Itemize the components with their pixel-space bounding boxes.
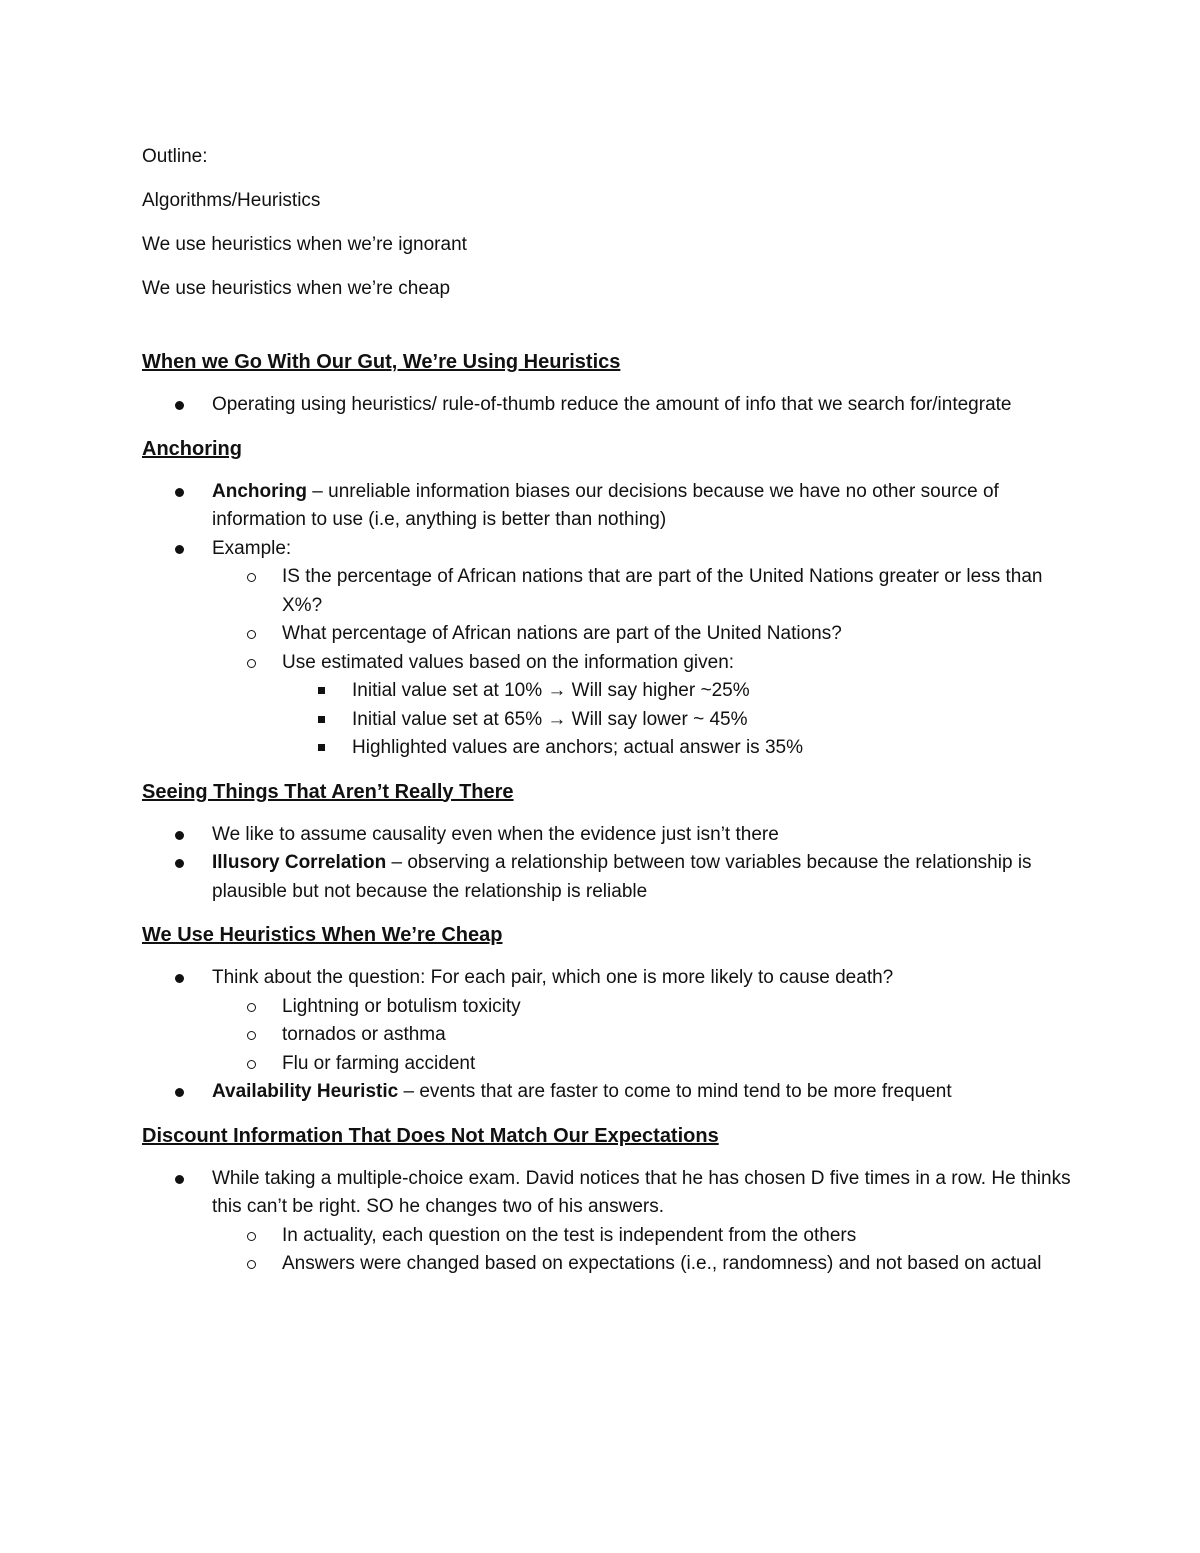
term-label: Availability Heuristic: [212, 1081, 399, 1102]
term-label: Anchoring: [212, 480, 307, 502]
bullet-list: [142, 478, 1082, 564]
section-seeing-things: [142, 777, 1082, 907]
outline-item: Algorithms/Heuristics: [142, 190, 321, 211]
list-item: [142, 964, 1082, 993]
circle-bullet-icon: [247, 1060, 256, 1069]
sub-sub-bullet-list: [142, 677, 1082, 763]
list-item: [142, 535, 1082, 564]
section-cheap: [142, 920, 1082, 1107]
section-heading: When we Go With Our Gut, We’re Using Heuristics: [142, 351, 621, 373]
list-item-text: Initial value set at 65% → Will say lower ~ 45%: [352, 708, 748, 730]
circle-bullet-icon: [247, 1232, 256, 1241]
section-gut: [142, 347, 1082, 420]
list-item-text: IS the percentage of African nations that are part of the United Nations greater or less than X%?: [282, 566, 1043, 616]
list-item-text: Think about the question: For each pair, which one is more likely to cause death?: [212, 967, 894, 988]
bullet-icon: [175, 545, 184, 554]
bullet-icon: [175, 488, 184, 497]
sub-list-item: [142, 620, 1082, 649]
list-item-text: We like to assume causality even when the evidence just isn’t there: [212, 823, 779, 845]
list-item-text: What percentage of African nations are part of the United Nations?: [282, 623, 842, 644]
bullet-icon: [175, 831, 184, 840]
sub-bullet-list: [142, 563, 1082, 677]
sub-bullet-list: [142, 993, 1082, 1079]
outline-item: We use heuristics when we’re ignorant: [142, 234, 467, 255]
section-discount-information: [142, 1121, 1082, 1279]
list-item-text: Use estimated values based on the information given:: [282, 651, 735, 673]
list-item-text: Example:: [212, 537, 292, 559]
sub-list-item: [142, 1222, 1082, 1251]
bullet-list: [142, 391, 1082, 420]
sub-sub-list-item: [142, 677, 1082, 706]
document-content: [142, 142, 1082, 1293]
list-item-text: Flu or farming accident: [282, 1052, 476, 1074]
list-item-text: tornados or asthma: [282, 1024, 446, 1045]
list-item-text: Lightning or botulism toxicity: [282, 995, 521, 1017]
sub-list-item: [142, 1050, 1082, 1079]
term-definition: – unreliable information biases our decisions because we have no other source of information to use (i.e, anything is better than nothing): [212, 480, 999, 530]
bullet-list: [142, 1165, 1082, 1222]
bullet-icon: [175, 974, 184, 983]
outline-block: [142, 142, 1082, 303]
term-definition: – events that are faster to come to mind tend to be more frequent: [398, 1081, 952, 1102]
list-item: [142, 1165, 1082, 1222]
sub-list-item: [142, 649, 1082, 678]
circle-bullet-icon: [247, 1031, 256, 1040]
circle-bullet-icon: [247, 573, 256, 582]
circle-bullet-icon: [247, 630, 256, 639]
bullet-list: [142, 964, 1082, 993]
list-item: [142, 821, 1082, 850]
square-bullet-icon: [318, 716, 325, 723]
term-label: Illusory Correlation: [212, 852, 387, 873]
square-bullet-icon: [318, 744, 325, 751]
bullet-list: [142, 821, 1082, 907]
square-bullet-icon: [318, 687, 325, 694]
list-item-text: Highlighted values are anchors; actual answer is 35%: [352, 737, 803, 758]
term-definition: – observing a relationship between tow variables because the relationship is plausible but not because the relationship is reliable: [212, 852, 1032, 902]
circle-bullet-icon: [247, 1003, 256, 1012]
circle-bullet-icon: [247, 659, 256, 668]
list-item-text: Answers were changed based on expectations (i.e., randomness) and not based on actual: [282, 1253, 1042, 1274]
sub-sub-list-item: [142, 734, 1082, 763]
section-anchoring: [142, 434, 1082, 763]
section-heading: Discount Information That Does Not Match Our Expectations: [142, 1124, 719, 1147]
list-item-text: In actuality, each question on the test is independent from the others: [282, 1224, 857, 1246]
bullet-list: [142, 1078, 1082, 1107]
outline-item: We use heuristics when we’re cheap: [142, 278, 451, 299]
circle-bullet-icon: [247, 1260, 256, 1269]
list-item: [142, 478, 1082, 535]
section-heading: We Use Heuristics When We’re Cheap: [142, 924, 503, 946]
list-item: [142, 391, 1082, 420]
bullet-icon: [175, 1088, 184, 1097]
bullet-icon: [175, 859, 184, 868]
list-item-text: Operating using heuristics/ rule-of-thumb reduce the amount of info that we search for/integrate: [212, 394, 1012, 415]
section-heading: Seeing Things That Aren’t Really There: [142, 780, 514, 803]
list-item: [142, 1078, 1082, 1107]
list-item-text: Initial value set at 10% → Will say higher ~25%: [352, 680, 750, 701]
section-heading: Anchoring: [142, 437, 242, 460]
list-item-text: While taking a multiple-choice exam. David notices that he has chosen D five times in a row. He thinks this can’t be right. SO he changes two of his answers.: [212, 1167, 1071, 1217]
list-item: [142, 849, 1082, 906]
bullet-icon: [175, 401, 184, 410]
sub-sub-list-item: [142, 706, 1082, 735]
outline-title: Outline:: [142, 146, 208, 167]
sub-list-item: [142, 563, 1082, 620]
sub-list-item: [142, 1250, 1082, 1279]
sub-list-item: [142, 1021, 1082, 1050]
sub-list-item: [142, 993, 1082, 1022]
bullet-icon: [175, 1175, 184, 1184]
sub-bullet-list: [142, 1222, 1082, 1279]
